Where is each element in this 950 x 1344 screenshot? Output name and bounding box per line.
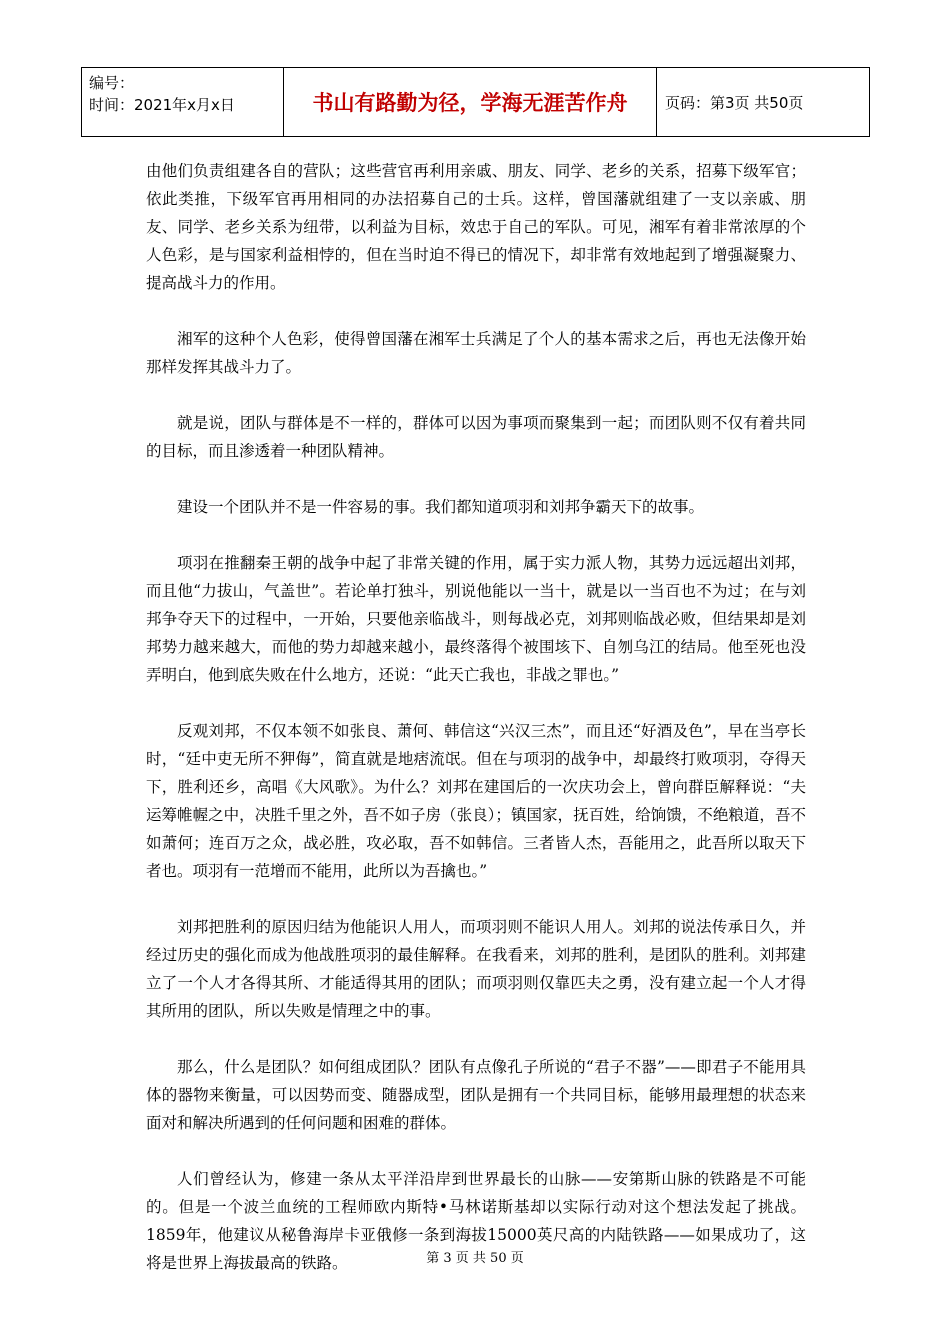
document-body xyxy=(146,157,806,1305)
header-page-number: 页码：第3页 共50页 xyxy=(665,93,804,112)
paragraph: 那么，什么是团队？如何组成团队？团队有点像孔子所说的“君子不器”——即君子不能用具体的器物来衡量，可以因势而变、随器成型，团队是拥有一个共同目标，能够用最理想的状态来面对和解决所遇到的任何问题和困难的群体。 xyxy=(146,1058,806,1132)
paragraph: 人们曾经认为，修建一条从太平洋沿岸到世界最长的山脉——安第斯山脉的铁路是不可能的。但是一个波兰血统的工程师欧内斯特•马林诺斯基却以实际行动对这个想法发起了挑战。1859年，他建议从秘鲁海岸卡亚俄修一条到海拔15000英尺高的内陆铁路——如果成功了，这将是世界上海拔最高的铁路。 xyxy=(146,1170,806,1272)
paragraph: 反观刘邦，不仅本领不如张良、萧何、韩信这“兴汉三杰”，而且还“好酒及色”，早在当亭长时，“廷中吏无所不狎侮”，简直就是地痞流氓。但在与项羽的战争中，却最终打败项羽，夺得天下，胜利还乡，高唱《大风歌》。为什么？刘邦在建国后的一次庆功会上，曾向群臣解释说：“夫运筹帷幄之中，决胜千里之外，吾不如子房（张良）；镇国家，抚百姓，给饷馈，不绝粮道，吾不如萧何；连百万之众，战必胜，攻必取，吾不如韩信。三者皆人杰，吾能用之，此吾所以取天下者也。项羽有一范增而不能用，此所以为吾擒也。” xyxy=(146,722,806,880)
paragraph: 刘邦把胜利的原因归结为他能识人用人，而项羽则不能识人用人。刘邦的说法传承日久，并经过历史的强化而成为他战胜项羽的最佳解释。在我看来，刘邦的胜利，是团队的胜利。刘邦建立了一个人才各得其所、才能适得其用的团队；而项羽则仅靠匹夫之勇，没有建立起一个人才得其所用的团队，所以失败是情理之中的事。 xyxy=(146,918,806,1020)
document-date-label: 时间：2021年x月x日 xyxy=(89,96,235,114)
header-meta-cell xyxy=(82,68,284,136)
paragraph: 湘军的这种个人色彩，使得曾国藩在湘军士兵满足了个人的基本需求之后，再也无法像开始那样发挥其战斗力了。 xyxy=(146,330,806,376)
document-number-label: 编号： xyxy=(89,74,135,92)
header-motto: 书山有路勤为径，学海无涯苦作舟 xyxy=(284,68,657,136)
page-footer: 第 3 页 共 50 页 xyxy=(426,1251,524,1266)
paragraph: 就是说，团队与群体是不一样的，群体可以因为事项而聚集到一起；而团队则不仅有着共同的目标，而且渗透着一种团队精神。 xyxy=(146,414,806,460)
paragraph: 项羽在推翻秦王朝的战争中起了非常关键的作用，属于实力派人物，其势力远远超出刘邦，而且他“力拔山，气盖世”。若论单打独斗，别说他能以一当十，就是以一当百也不为过；在与刘邦争夺天下的过程中，一开始，只要他亲临战斗，则每战必克，刘邦则临战必败，但结果却是刘邦势力越来越大，而他的势力却越来越小，最终落得个被围垓下、自刎乌江的结局。他至死也没弄明白，他到底失败在什么地方，还说：“此天亡我也，非战之罪也。” xyxy=(146,554,806,684)
paragraph: 建设一个团队并不是一件容易的事。我们都知道项羽和刘邦争霸天下的故事。 xyxy=(177,498,705,516)
paragraph: 由他们负责组建各自的营队；这些营官再利用亲戚、朋友、同学、老乡的关系，招募下级军官；依此类推，下级军官再用相同的办法招募自己的士兵。这样，曾国藩就组建了一支以亲戚、朋友、同学、老乡关系为纽带，以利益为目标，效忠于自己的军队。可见，湘军有着非常浓厚的个人色彩，是与国家利益相悖的，但在当时迫不得已的情况下，却非常有效地起到了增强凝聚力、提高战斗力的作用。 xyxy=(146,162,806,292)
page-header-table xyxy=(81,67,870,137)
